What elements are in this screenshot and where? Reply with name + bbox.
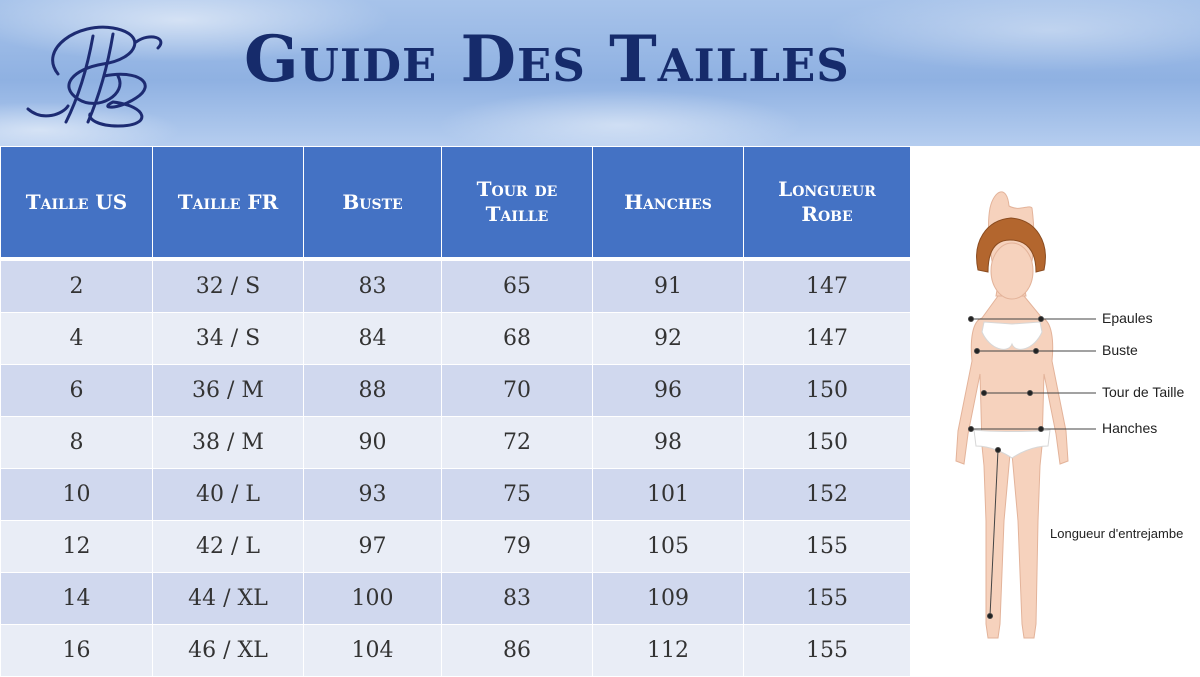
table-cell: 68 [442, 313, 593, 365]
table-cell: 14 [1, 573, 153, 625]
column-header: Hanches [593, 147, 744, 260]
monogram-logo [18, 14, 178, 134]
label-shoulders: Epaules [1102, 310, 1153, 326]
table-row [1, 259, 911, 313]
table-cell: 97 [304, 521, 442, 573]
table-cell: 152 [744, 469, 911, 521]
table-cell: 32 / S [153, 259, 304, 313]
table-row [1, 313, 911, 365]
table-cell: 8 [1, 417, 153, 469]
table-row [1, 625, 911, 677]
table-cell: 46 / XL [153, 625, 304, 677]
table-row [1, 417, 911, 469]
table-cell: 150 [744, 365, 911, 417]
table-cell: 88 [304, 365, 442, 417]
table-cell: 112 [593, 625, 744, 677]
table-cell: 150 [744, 417, 911, 469]
size-table [0, 146, 911, 677]
table-cell: 12 [1, 521, 153, 573]
table-cell: 83 [442, 573, 593, 625]
table-cell: 101 [593, 469, 744, 521]
table-cell: 72 [442, 417, 593, 469]
table-row [1, 365, 911, 417]
measurement-figure [912, 146, 1200, 675]
table-cell: 34 / S [153, 313, 304, 365]
table-cell: 155 [744, 521, 911, 573]
header-banner [0, 0, 1200, 146]
label-bust: Buste [1102, 342, 1138, 358]
table-cell: 84 [304, 313, 442, 365]
table-cell: 109 [593, 573, 744, 625]
table-cell: 4 [1, 313, 153, 365]
table-row [1, 521, 911, 573]
table-cell: 92 [593, 313, 744, 365]
table-cell: 96 [593, 365, 744, 417]
table-cell: 155 [744, 573, 911, 625]
table-cell: 42 / L [153, 521, 304, 573]
table-cell: 36 / M [153, 365, 304, 417]
table-cell: 100 [304, 573, 442, 625]
table-cell: 6 [1, 365, 153, 417]
table-cell: 105 [593, 521, 744, 573]
column-header: Longueur Robe [744, 147, 911, 260]
label-hips: Hanches [1102, 420, 1158, 436]
table-cell: 155 [744, 625, 911, 677]
table-row [1, 573, 911, 625]
table-cell: 70 [442, 365, 593, 417]
column-header: Buste [304, 147, 442, 260]
table-cell: 147 [744, 259, 911, 313]
table-cell: 2 [1, 259, 153, 313]
table-cell: 38 / M [153, 417, 304, 469]
table-cell: 90 [304, 417, 442, 469]
column-header: Tour de Taille [442, 147, 593, 260]
column-header: Taille US [1, 147, 153, 260]
table-cell: 79 [442, 521, 593, 573]
table-cell: 86 [442, 625, 593, 677]
table-cell: 93 [304, 469, 442, 521]
table-cell: 65 [442, 259, 593, 313]
table-cell: 104 [304, 625, 442, 677]
body-silhouette-illustration [912, 146, 1200, 675]
label-inseam: Longueur d'entrejambe [1050, 526, 1184, 541]
column-header: Taille FR [153, 147, 304, 260]
table-cell: 44 / XL [153, 573, 304, 625]
page-title: Guide Des Tailles [244, 22, 850, 97]
table-cell: 147 [744, 313, 911, 365]
table-cell: 16 [1, 625, 153, 677]
table-cell: 10 [1, 469, 153, 521]
table-header-row [1, 147, 911, 260]
table-cell: 98 [593, 417, 744, 469]
table-row [1, 469, 911, 521]
table-cell: 83 [304, 259, 442, 313]
table-cell: 91 [593, 259, 744, 313]
table-cell: 75 [442, 469, 593, 521]
table-cell: 40 / L [153, 469, 304, 521]
label-waist: Tour de Taille [1102, 384, 1185, 400]
